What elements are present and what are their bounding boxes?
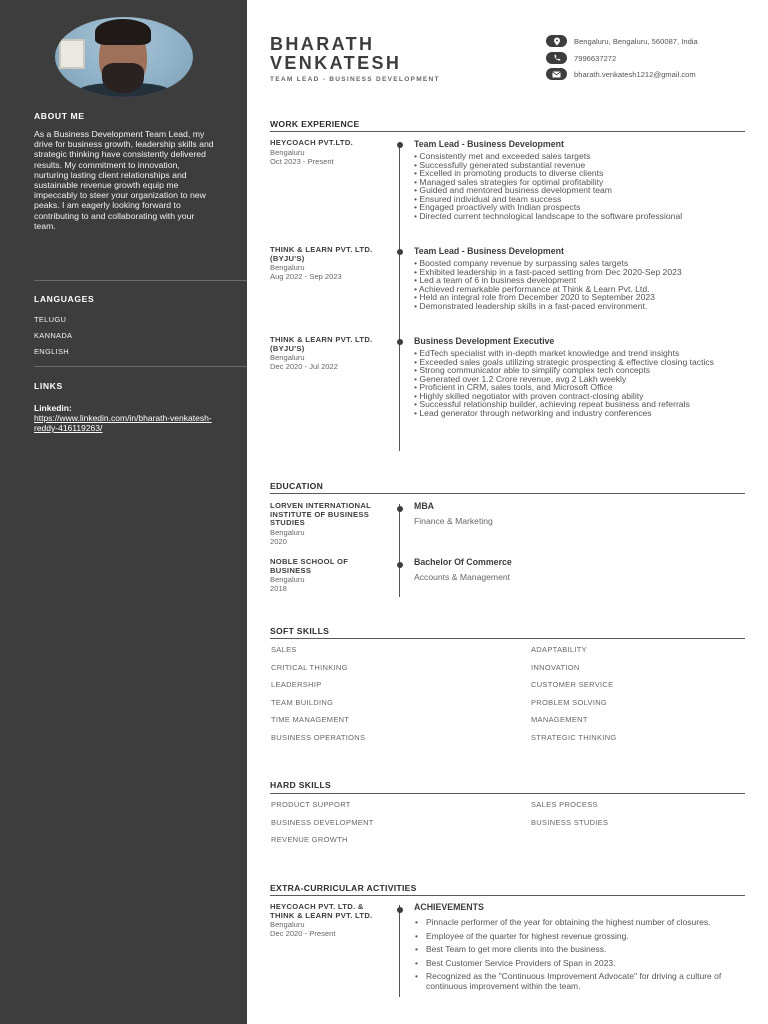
education-entry-meta <box>270 502 388 546</box>
skill-item: ADAPTABILITY <box>531 645 587 654</box>
degree-field: Finance & Marketing <box>414 516 493 526</box>
degree-name: MBA <box>414 501 435 511</box>
extra-org: HEYCOACH PVT. LTD. & THINK & LEARN PVT. LTD. <box>270 902 373 920</box>
skill-item: CRITICAL THINKING <box>271 662 348 672</box>
job-bullet: • Engaged proactively with Indian prospects <box>414 203 746 212</box>
school-location: Bengaluru <box>270 527 305 537</box>
about-title: ABOUT ME <box>34 111 85 121</box>
employer-name: THINK & LEARN PVT. LTD. (BYJU'S) <box>270 245 373 263</box>
job-bullet: • Led a team of 6 in business development <box>414 276 746 285</box>
skill-item: LEADERSHIP <box>271 680 322 689</box>
skill-item: PROBLEM SOLVING <box>531 697 608 707</box>
linkedin-link[interactable]: https://www.linkedin.com/in/bharath-venkatesh-reddy-416119263/ <box>34 413 212 433</box>
photo-beard <box>102 63 144 93</box>
email-text: bharath.venkatesh1212@gmail.com <box>574 69 696 79</box>
contact-location <box>546 35 698 47</box>
skill-item: MANAGEMENT <box>531 715 588 724</box>
timeline-dot <box>397 907 403 913</box>
section-rule <box>270 793 745 794</box>
job-bullet: • Achieved remarkable performance at Think & Learn Pvt. Ltd. <box>414 285 746 294</box>
extra-location: Bengaluru <box>270 920 305 930</box>
skill-item: SALES <box>271 645 297 654</box>
phone-icon <box>546 52 567 64</box>
sidebar-divider <box>34 280 247 281</box>
section-rule <box>270 493 745 494</box>
about-text: As a Business Development Team Lead, my drive for business growth, leadership skills and strategic thinking have consistently delivered results. My commitment to innovation, nurturing lasting client relationships and sustainable revenue growth equip me impeccably to steer your organization to new peaks. I am eagerly looking forward to contributing to and collaborating with your team. <box>34 129 214 231</box>
job-bullet: • Guided and mentored business development team <box>414 186 746 195</box>
work-entry-details <box>414 139 746 220</box>
job-bullets <box>414 349 746 417</box>
school-name: LORVEN INTERNATIONAL INSTITUTE OF BUSINESS STUDIES <box>270 501 371 528</box>
soft-skills-title: SOFT SKILLS <box>270 626 330 636</box>
location-text: Bengaluru, Bengaluru, 560087, India <box>574 36 698 46</box>
sidebar-divider <box>34 366 247 367</box>
job-bullet: • EdTech specialist with in-depth market knowledge and trend insights <box>414 349 746 358</box>
job-title: Team Lead - Business Development <box>414 139 564 149</box>
job-bullet: • Generated over 1.2 Crore revenue, avg 2 Lakh weekly <box>414 375 746 384</box>
degree-name: Bachelor Of Commerce <box>414 557 512 567</box>
extra-dates: Dec 2020 - Present <box>270 929 336 939</box>
employment-dates: Aug 2022 - Sep 2023 <box>270 272 342 282</box>
skill-item: BUSINESS DEVELOPMENT <box>271 817 374 827</box>
job-bullet: • Highly skilled negotiator with proven contract-closing ability <box>414 392 746 401</box>
hard-skills-title: HARD SKILLS <box>270 780 332 790</box>
skill-item: TEAM BUILDING <box>271 697 334 707</box>
employer-name: HEYCOACH PVT.LTD. <box>270 138 354 147</box>
job-bullet: • Held an integral role from December 2020 to September 2023 <box>414 293 746 302</box>
timeline-dot <box>397 249 403 255</box>
first-name: BHARATH <box>270 34 375 54</box>
job-bullet: • Successful relationship builder, achieving repeat business and referrals <box>414 400 746 409</box>
extra-entry-meta <box>270 903 388 938</box>
contact-email <box>546 68 696 80</box>
education-section-title: EDUCATION <box>270 481 324 491</box>
job-bullet: • Ensured individual and team success <box>414 195 746 204</box>
degree-field: Accounts & Management <box>414 572 511 582</box>
skill-item: TIME MANAGEMENT <box>271 715 350 724</box>
graduation-year: 2020 <box>270 536 287 546</box>
skill-item: PRODUCT SUPPORT <box>271 800 351 809</box>
work-entry-meta <box>270 139 388 166</box>
links-section <box>34 381 214 433</box>
languages-title: LANGUAGES <box>34 294 95 304</box>
about-section <box>34 111 214 231</box>
timeline-dot <box>397 339 403 345</box>
employer-location: Bengaluru <box>270 263 305 273</box>
sidebar <box>0 0 247 1024</box>
language-item: KANNADA <box>34 331 73 340</box>
employer-name: THINK & LEARN PVT. LTD. (BYJU'S) <box>270 335 373 353</box>
contact-phone <box>546 52 616 64</box>
job-bullet: • Successfully generated substantial revenue <box>414 161 746 170</box>
job-bullet: • Lead generator through networking and industry conferences <box>414 409 746 418</box>
job-title: Business Development Executive <box>414 336 555 346</box>
job-bullets <box>414 152 746 220</box>
job-bullet: • Directed current technological landscape to the software professional <box>414 212 746 221</box>
last-name: VENKATESH <box>270 53 402 73</box>
job-bullet: • Exceeded sales goals utilizing strategic prospecting & effective closing tactics <box>414 358 746 367</box>
employer-location: Bengaluru <box>270 147 305 157</box>
skill-item: CUSTOMER SERVICE <box>531 680 614 689</box>
skill-item: REVENUE GROWTH <box>271 835 348 844</box>
work-entry-details <box>414 246 746 310</box>
graduation-year: 2018 <box>270 584 287 594</box>
skill-item: STRATEGIC THINKING <box>531 732 617 742</box>
job-bullet: • Consistently met and exceeded sales targets <box>414 152 746 161</box>
education-timeline <box>399 504 400 597</box>
job-bullet: • Strong communicator able to simplify complex tech concepts <box>414 366 746 375</box>
hard-skills-grid <box>271 800 731 853</box>
work-entry-meta <box>270 336 388 371</box>
job-bullets <box>414 259 746 310</box>
language-item: TELUGU <box>34 315 67 324</box>
employment-dates: Dec 2020 - Jul 2022 <box>270 362 338 372</box>
skill-item: BUSINESS STUDIES <box>531 817 609 827</box>
language-item: ENGLISH <box>34 347 70 356</box>
achievement-item: • Employee of the quarter for highest revenue grossing. <box>414 931 746 941</box>
candidate-role: TEAM LEAD - BUSINESS DEVELOPMENT <box>270 76 440 83</box>
section-rule <box>270 638 745 639</box>
photo-hair <box>95 19 151 45</box>
links-title: LINKS <box>34 381 63 391</box>
work-entry-meta <box>270 246 388 281</box>
achievement-item: • Best Team to get more clients into the business. <box>414 944 746 954</box>
extra-entry-details <box>414 902 746 995</box>
work-entry-details <box>414 336 746 417</box>
achievement-item: • Pinnacle performer of the year for obtaining the highest number of closures. <box>414 917 746 927</box>
job-bullet: • Boosted company revenue by surpassing sales targets <box>414 259 746 268</box>
school-location: Bengaluru <box>270 575 305 585</box>
extra-timeline <box>399 905 400 997</box>
wall-frame <box>59 39 85 69</box>
timeline-dot <box>397 562 403 568</box>
timeline-dot <box>397 506 403 512</box>
achievements-list <box>414 917 746 991</box>
profile-photo <box>55 17 193 97</box>
job-bullet: • Demonstrated leadership skills in a fast-paced environment. <box>414 302 746 311</box>
achievement-item: • Best Customer Service Providers of Span in 2023. <box>414 958 746 968</box>
job-bullet: • Proficient in CRM, sales tools, and Microsoft Office <box>414 383 746 392</box>
candidate-name <box>270 35 401 73</box>
skill-item: INNOVATION <box>531 662 580 672</box>
achievement-item: • Recognized as the "Continuous Improvement Advocate" for driving a culture of continuous improvement within the team. <box>414 971 746 991</box>
achievements-heading: ACHIEVEMENTS <box>414 902 484 912</box>
job-bullet: • Excelled in promoting products to diverse clients <box>414 169 746 178</box>
skill-item: SALES PROCESS <box>531 800 598 809</box>
extra-section-title: EXTRA-CURRICULAR ACTIVITIES <box>270 883 417 893</box>
education-entry-meta <box>270 558 388 593</box>
section-rule <box>270 895 745 896</box>
work-timeline <box>399 142 400 451</box>
job-title: Team Lead - Business Development <box>414 246 564 256</box>
section-rule <box>270 131 745 132</box>
timeline-dot <box>397 142 403 148</box>
job-bullet: • Exhibited leadership in a fast-paced setting from Dec 2020-Sep 2023 <box>414 268 746 277</box>
soft-skills-grid <box>271 645 731 750</box>
job-bullet: • Managed sales strategies for optimal profitability <box>414 178 746 187</box>
school-name: NOBLE SCHOOL OF BUSINESS <box>270 557 349 575</box>
education-entry-details <box>414 557 746 582</box>
employment-dates: Oct 2023 - Present <box>270 156 334 166</box>
skill-item: BUSINESS OPERATIONS <box>271 732 366 742</box>
work-section-title: WORK EXPERIENCE <box>270 119 360 129</box>
linkedin-label: Linkedin: <box>34 403 72 413</box>
phone-text: 7996637272 <box>574 53 617 63</box>
education-entry-details <box>414 501 746 526</box>
employer-location: Bengaluru <box>270 353 305 363</box>
languages-section <box>34 294 94 363</box>
location-pin-icon <box>546 35 567 47</box>
email-icon <box>546 68 567 80</box>
